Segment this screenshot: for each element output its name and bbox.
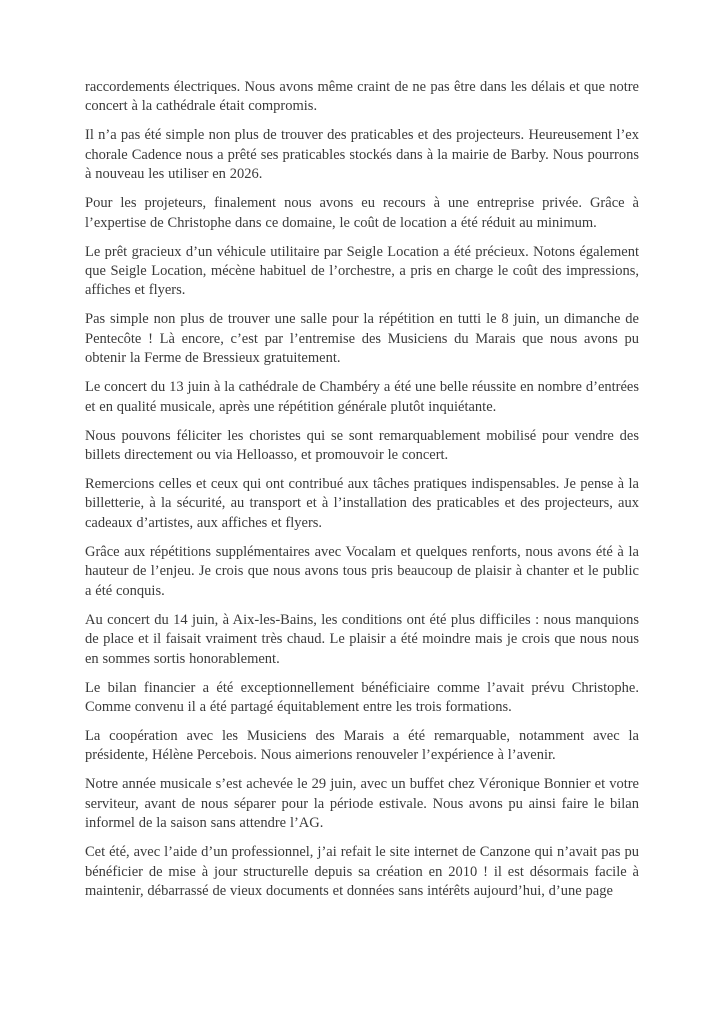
paragraph: Le prêt gracieux d’un véhicule utilitaire par Seigle Location a été précieux. Notons également que Seigle Location, mécène habituel de l’orchestre, a pris en charge le coût des impressions, affiches et flyers. — [85, 243, 639, 299]
paragraph: Le bilan financier a été exceptionnellement bénéficiaire comme l’avait prévu Christophe. Comme convenu il a été partagé équitablement entre les trois formations. — [85, 679, 639, 715]
paragraph: Il n’a pas été simple non plus de trouver des praticables et des projecteurs. Heureusement l’ex chorale Cadence nous a prêté ses praticables stockés dans à la mairie de Barby. Nous pourrons à nouveau les utiliser en 2026. — [85, 127, 639, 183]
paragraph: Pour les projeteurs, finalement nous avons eu recours à une entreprise privée. Grâce à l’expertise de Christophe dans ce domaine, le coût de location a été réduit au minimum. — [85, 195, 639, 231]
paragraph: Le concert du 13 juin à la cathédrale de Chambéry a été une belle réussite en nombre d’entrées et en qualité musicale, après une répétition générale plutôt inquiétante. — [85, 379, 639, 415]
paragraph: Remercions celles et ceux qui ont contribué aux tâches pratiques indispensables. Je pense à la billetterie, à la sécurité, au transport et à l’installation des praticables et des projecteurs, aux cadeaux d’artistes, aux affiches et flyers. — [85, 476, 639, 531]
paragraph: Au concert du 14 juin, à Aix-les-Bains, les conditions ont été plus difficiles : nous manquions de place et il faisait vraiment très chaud. Le plaisir a été moindre mais je crois que nous nous en sommes sortis honorablement. — [85, 611, 639, 667]
paragraph: La coopération avec les Musiciens des Marais a été remarquable, notamment avec la présidente, Hélène Percebois. Nous aimerions renouveler l’expérience à l’avenir. — [85, 727, 639, 764]
paragraph: raccordements électriques. Nous avons même craint de ne pas être dans les délais et que notre concert à la cathédrale était compromis. — [85, 79, 639, 115]
paragraph: Grâce aux répétitions supplémentaires avec Vocalam et quelques renforts, nous avons été à la hauteur de l’enjeu. Je crois que nous avons tous pris beaucoup de plaisir à chanter et le public a été conquis. — [85, 543, 639, 599]
paragraph: Notre année musicale s’est achevée le 29 juin, avec un buffet chez Véronique Bonnier et votre serviteur, avant de nous séparer pour la période estivale. Nous avons pu ainsi faire le bilan informel de la saison sans attendre l’AG. — [85, 776, 639, 832]
paragraph: Nous pouvons féliciter les choristes qui se sont remarquablement mobilisé pour vendre des billets directement ou via Helloasso, et promouvoir le concert. — [85, 427, 639, 464]
document-text-block — [85, 78, 639, 901]
paragraph: Cet été, avec l’aide d’un professionnel, j’ai refait le site internet de Canzone qui n’avait pas pu bénéficier de mise à jour structurelle depuis sa création en 2010 ! il est désormais facile à maintenir, débarrassé de vieux documents et données sans intérêts aujourd’hui, d’une page — [85, 844, 639, 899]
paragraph: Pas simple non plus de trouver une salle pour la répétition en tutti le 8 juin, un dimanche de Pentecôte ! Là encore, c’est par l’entremise des Musiciens du Marais que nous avons pu obtenir la Ferme de Bressieux gratuitement. — [85, 311, 639, 367]
